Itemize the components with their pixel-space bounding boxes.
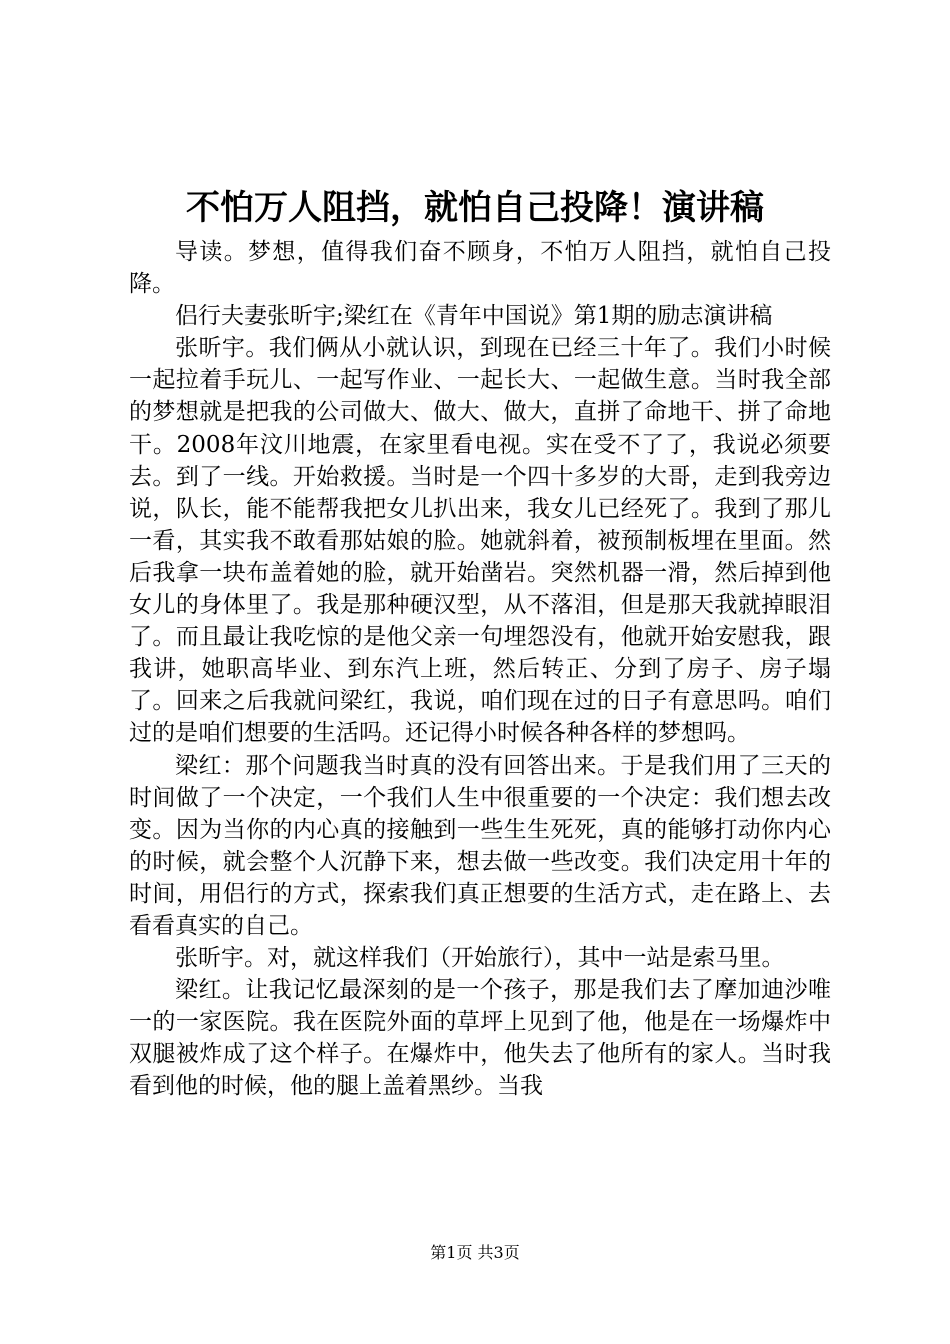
paragraph-zhang-1: 张昕宇。我们俩从小就认识，到现在已经三十年了。我们小时候一起拉着手玩儿、一起写作业、一起长大、一起做生意。当时我全部的梦想就是把我的公司做大、做大、做大，直拼了命地干、拼了命地干。2008年汶川地震，在家里看电视。实在受不了了，我说必须要去。到了一线。开始救援。当时是一个四十多岁的大哥，走到我旁边说，队长，能不能帮我把女儿扒出来，我女儿已经死了。我到了那儿一看，其实我不敢看那姑娘的脸。她就斜着，被预制板埋在里面。然后我拿一块布盖着她的脸，就开始凿岩。突然机器一滑，然后掉到他女儿的身体里了。我是那种硬汉型，从不落泪，但是那天我就掉眼泪了。而且最让我吃惊的是他父亲一句埋怨没有，他就开始安慰我，跟我讲，她职高毕业、到东汽上班，然后转正、分到了房子、房子塌了。回来之后我就问梁红，我说，咱们现在过的日子有意思吗。咱们过的是咱们想要的生活吗。还记得小时候各种各样的梦想吗。 xyxy=(129,335,831,747)
document-body xyxy=(129,236,831,1103)
paragraph-intro: 导读。梦想，值得我们奋不顾身，不怕万人阻挡，就怕自己投降。 xyxy=(129,239,831,298)
paragraph-liang-1: 梁红：那个问题我当时真的没有回答出来。于是我们用了三天的时间做了一个决定，一个我们人生中很重要的一个决定：我们想去改变。因为当你的内心真的接触到一些生生死死，真的能够打动你内心的时候，就会整个人沉静下来，想去做一些改变。我们决定用十年的时间，用侣行的方式，探索我们真正想要的生活方式，走在路上、去看看真实的自己。 xyxy=(129,752,831,939)
paragraph-zhang-2: 张昕宇。对，就这样我们（开始旅行），其中一站是索马里。 xyxy=(175,945,785,972)
paragraph-liang-2: 梁红。让我记忆最深刻的是一个孩子，那是我们去了摩加迪沙唯一的一家医院。我在医院外面的草坪上见到了他，他是在一场爆炸中双腿被炸成了这个样子。在爆炸中，他失去了他所有的家人。当时我看到他的时候，他的腿上盖着黑纱。当我 xyxy=(129,977,831,1100)
page-footer: 第1页 共3页 xyxy=(430,1243,520,1262)
paragraph-source: 侣行夫妻张昕宇;梁红在《青年中国说》第1期的励志演讲稿 xyxy=(175,303,773,330)
document-title: 不怕万人阻挡，就怕自己投降！演讲稿 xyxy=(186,188,764,228)
